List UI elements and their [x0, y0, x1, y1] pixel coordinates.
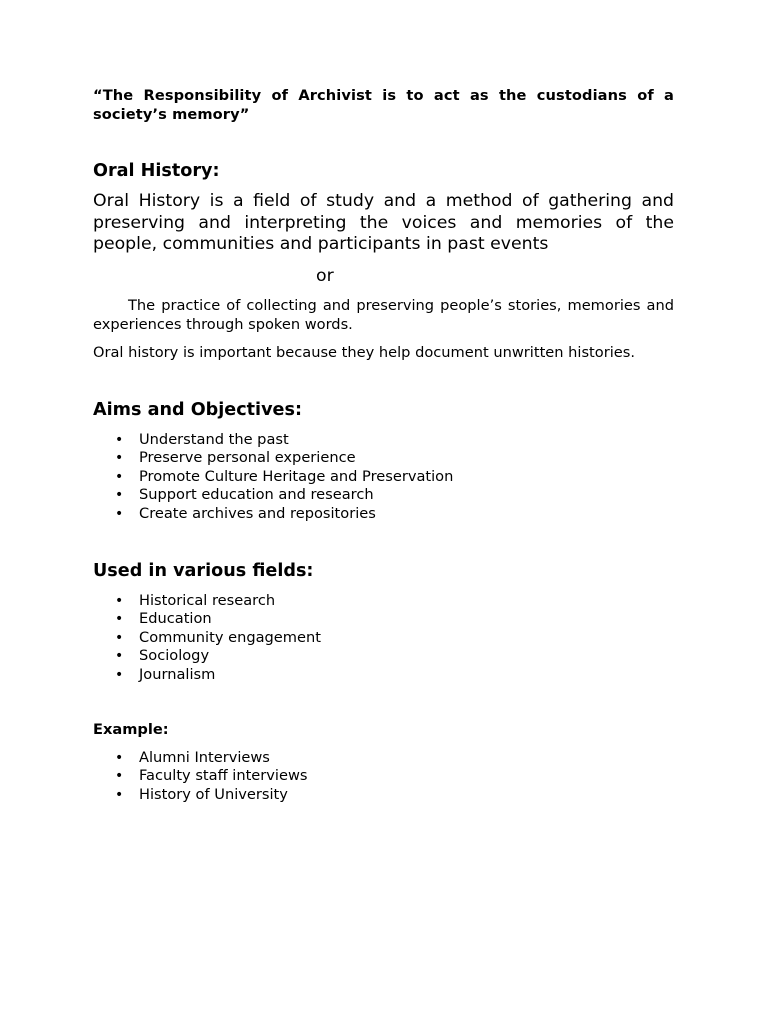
bullet-icon: •: [115, 505, 124, 522]
list-item-text: Historical research: [139, 592, 276, 609]
example-heading: Example:: [93, 721, 169, 738]
list-item: [93, 486, 453, 504]
list-item: [93, 468, 453, 486]
aims-heading: Aims and Objectives:: [93, 400, 302, 420]
bullet-icon: •: [115, 629, 124, 646]
oral-history-practice: The practice of collecting and preserving people’s stories, memories and experiences through spoken words.: [93, 297, 674, 333]
oral-history-definition: Oral History is a field of study and a method of gathering and preserving and interpreting the voices and memories of the people, communities and participants in past events: [93, 191, 674, 254]
list-item: [93, 610, 321, 628]
list-item: [93, 431, 453, 449]
aims-list: [93, 431, 453, 523]
example-list: [93, 749, 308, 804]
list-item: [93, 666, 321, 684]
list-item-text: Journalism: [139, 665, 216, 683]
list-item: [93, 749, 308, 767]
list-item-text: Community engagement: [139, 628, 321, 646]
oral-history-importance: Oral history is important because they help document unwritten histories.: [93, 344, 635, 361]
bullet-icon: •: [115, 593, 124, 609]
fields-list: [93, 592, 321, 684]
list-item-text: History of University: [139, 785, 288, 803]
list-item: [93, 505, 453, 523]
or-separator: or: [316, 266, 334, 286]
bullet-icon: •: [115, 666, 124, 683]
list-item-text: Create archives and repositories: [139, 504, 376, 522]
list-item: [93, 592, 321, 610]
list-item-text: Faculty staff interviews: [139, 767, 308, 785]
list-item-text: Understand the past: [139, 431, 289, 448]
bullet-icon: •: [115, 750, 124, 766]
fields-heading: Used in various fields:: [93, 561, 314, 581]
opening-quote: “The Responsibility of Archivist is to act as the custodians of a society’s memory”: [93, 87, 674, 123]
oral-history-heading: Oral History:: [93, 161, 220, 181]
list-item: [93, 786, 308, 804]
bullet-icon: •: [115, 786, 124, 803]
list-item-text: Promote Culture Heritage and Preservation: [139, 467, 454, 485]
list-item-text: Education: [139, 610, 212, 628]
list-item-text: Alumni Interviews: [139, 749, 270, 766]
list-item: [93, 629, 321, 647]
bullet-icon: •: [115, 768, 124, 785]
bullet-icon: •: [115, 487, 124, 504]
list-item-text: Support education and research: [139, 486, 374, 504]
bullet-icon: •: [115, 468, 124, 485]
bullet-icon: •: [115, 432, 124, 448]
bullet-icon: •: [115, 611, 124, 628]
list-item: [93, 767, 308, 785]
list-item-text: Sociology: [139, 647, 210, 665]
list-item: [93, 647, 321, 665]
list-item-text: Preserve personal experience: [139, 449, 356, 467]
bullet-icon: •: [115, 648, 124, 665]
bullet-icon: •: [115, 450, 124, 467]
list-item: [93, 449, 453, 467]
